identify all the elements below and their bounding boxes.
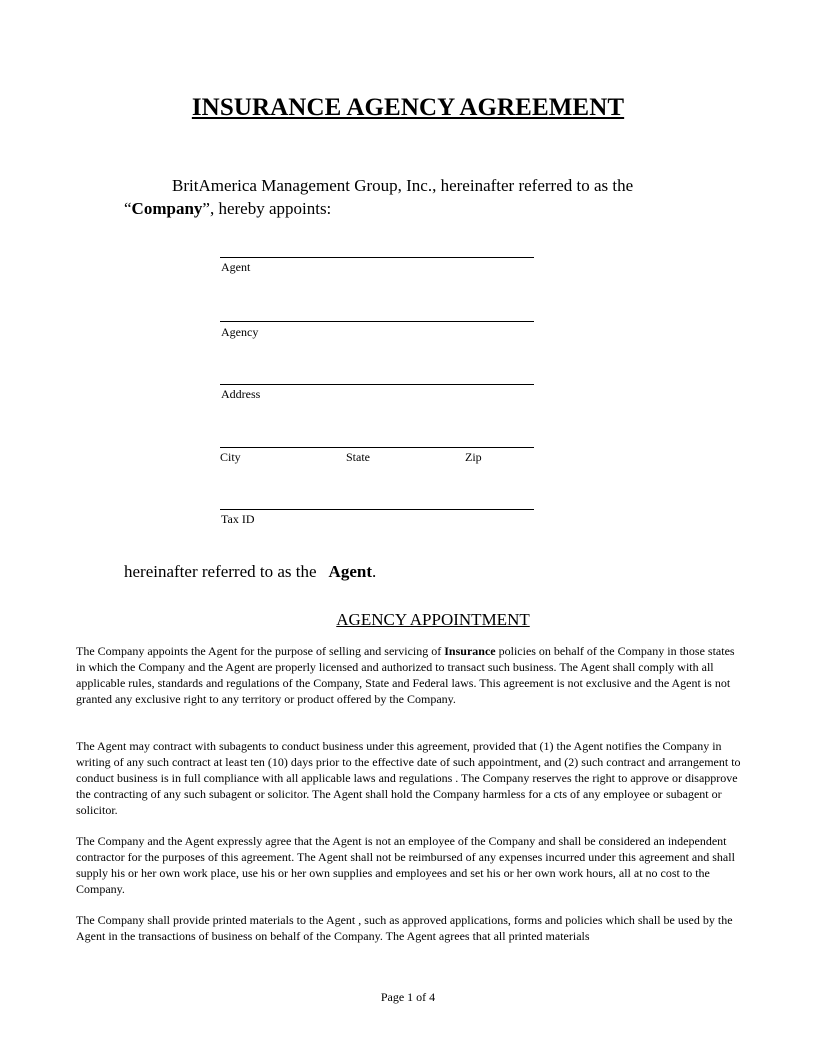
quote-open: “ (124, 199, 132, 218)
agent-label: Agent (221, 260, 251, 274)
document-title: INSURANCE AGENCY AGREEMENT (191, 94, 625, 121)
city-state-zip-line[interactable] (220, 447, 534, 448)
paragraph-1 (76, 643, 742, 707)
intro-paragraph (124, 174, 684, 220)
agent-line[interactable] (220, 257, 534, 258)
agent-term: Agent (328, 562, 372, 581)
paragraph-3: The Company and the Agent expressly agree that the Agent is not an employee of the Company and shall be considered an independent contractor for the purposes of this agreement. The Agent shall not be reimbursed of any expenses incurred under this agreement and shall supply his or her own work place, use his or her own supplies and employees and set his or her own work hours, all at no cost to the Company. (76, 834, 735, 896)
agent-reference-text: hereinafter referred to as the (124, 562, 317, 581)
state-label: State (346, 450, 370, 464)
city-label: City (220, 450, 241, 464)
section-heading-text: AGENCY APPOINTMENT (336, 610, 530, 629)
agent-reference (124, 562, 376, 582)
agency-label: Agency (221, 325, 259, 339)
agency-line[interactable] (220, 321, 534, 322)
p1-insurance: Insurance (444, 644, 496, 658)
address-label: Address (221, 387, 261, 401)
page-number: Page 1 of 4 (380, 990, 436, 1004)
paragraph-2: The Agent may contract with subagents to conduct business under this agreement, provided that (1) the Agent notifies the Company in writing of any such contract at least ten (10) days prior to the effective date of such appointment, and (2) such contract and arrangement to conduct business is in full compliance with all applicable laws and regulations . The Company reserves the right to approve or disapprove the contracting of any such subagent or solicitor. The Agent shall hold the Company harmless for a cts of any employee or subagent or solicitor. (76, 739, 741, 817)
zip-label: Zip (465, 450, 482, 464)
intro-line-1: BritAmerica Management Group, Inc., hereinafter referred to as the (172, 176, 634, 195)
intro-line-2 (124, 197, 684, 220)
company-term: Company (131, 199, 203, 218)
agent-reference-period: . (372, 562, 377, 581)
section-heading (0, 610, 816, 630)
p1-after: policies on behalf of the Company in those states in which the Company and the Agent are properly licensed and authorized to transact such business. The Agent shall comply with all applicable rules, standards and regulations of the Company, State and Federal laws. This agreement is not exclusive and the Agent is not granted any exclusive right to any territory or product offered by the Company. (76, 644, 735, 706)
tax-id-line[interactable] (220, 509, 534, 510)
paragraph-4: The Company shall provide printed materials to the Agent , such as approved applications, forms and policies which shall be used by the Agent in the transactions of business on behalf of the Company. The Agent agrees that all printed materials (76, 913, 733, 943)
p1-before: The Company appoints the Agent for the purpose of selling and servicing of (76, 644, 445, 658)
hereby-appoints: ”, hereby appoints: (202, 199, 332, 218)
address-line[interactable] (220, 384, 534, 385)
tax-id-label: Tax ID (221, 512, 255, 526)
